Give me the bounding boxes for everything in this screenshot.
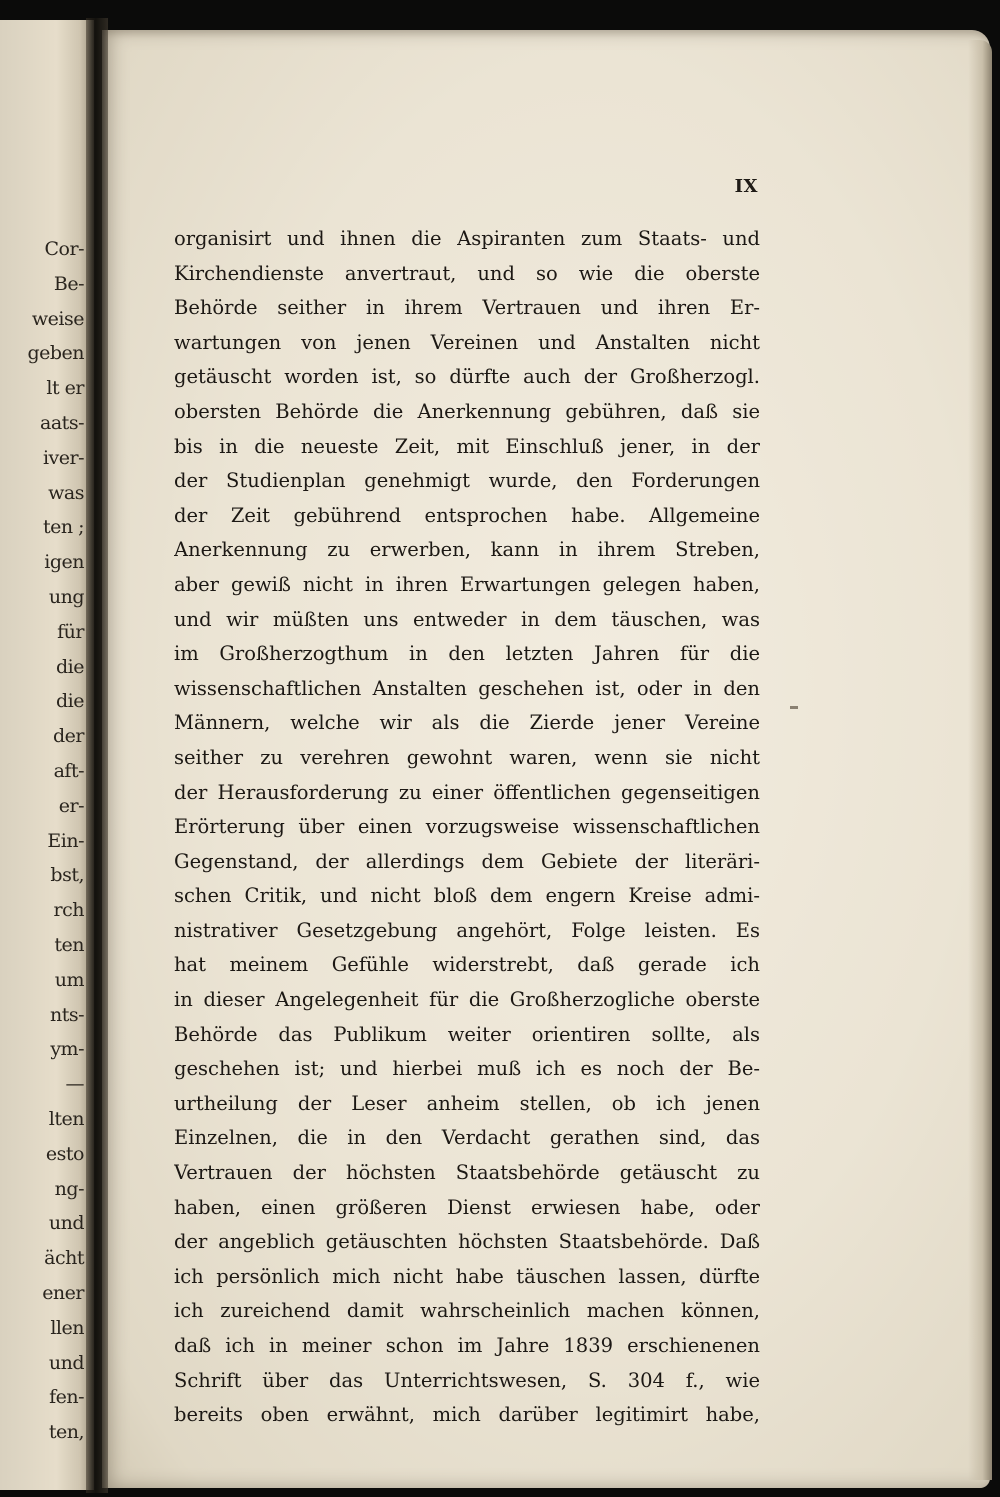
text-line: Männern, welche wir als die Zierde jener Vereine (174, 711, 760, 735)
left-fragment-line: fen- (49, 1386, 84, 1409)
text-line: bereits oben erwähnt, mich darüber legitimirt habe, (174, 1403, 760, 1427)
text-line: Vertrauen der höchsten Staatsbehörde getäuscht zu (174, 1161, 760, 1185)
text-line: wartungen von jenen Vereinen und Anstalten nicht (174, 330, 760, 354)
left-fragment-line: nts- (49, 1003, 84, 1026)
text-line: Behörde seither in ihrem Vertrauen und ihren Er- (174, 296, 760, 320)
text-line: der angeblich getäuschten höchsten Staatsbehörde. Daß (174, 1230, 760, 1254)
page-edge (968, 40, 992, 1480)
left-fragment-line: ung (48, 585, 84, 608)
text-line: hat meinem Gefühle widerstrebt, daß gerade ich (174, 953, 760, 977)
text-line: obersten Behörde die Anerkennung gebühren, daß sie (174, 399, 760, 423)
text-line: aber gewiß nicht in ihren Erwartungen gelegen haben, (174, 572, 760, 596)
left-fragment-line: für (57, 620, 84, 643)
left-fragment-line: ten (54, 933, 84, 956)
left-fragment-line: die (56, 690, 84, 713)
left-fragment-line: iver- (42, 446, 84, 469)
book-gutter (86, 18, 108, 1493)
left-fragment-line: um (54, 968, 84, 991)
left-fragment-line: rch (53, 899, 84, 922)
left-fragment-line: und (48, 1212, 84, 1235)
left-fragment-line: llen (50, 1316, 84, 1339)
left-fragment-line: er- (58, 794, 84, 817)
left-fragment-line: weise (31, 307, 84, 330)
margin-mark (790, 706, 798, 709)
text-line: der Zeit gebührend entsprochen habe. Allgemeine (174, 503, 760, 527)
text-line: ich zureichend damit wahrscheinlich machen können, (174, 1299, 760, 1323)
left-fragment-line: bst, (50, 864, 84, 887)
left-fragment-line: ener (42, 1281, 84, 1304)
left-fragment-line: die (56, 655, 84, 678)
text-line: Anerkennung zu erwerben, kann in ihrem Streben, (174, 538, 760, 562)
left-fragment-line: ächt (44, 1247, 84, 1270)
text-line: der Herausforderung zu einer öffentlichen gegenseitigen (174, 780, 760, 804)
left-fragment-line: — (65, 1073, 84, 1096)
left-page (0, 20, 94, 1490)
left-fragment-line: Be- (53, 272, 84, 295)
left-fragment-line: lten (48, 1107, 84, 1130)
text-line: Schrift über das Unterrichtswesen, S. 304 f., wie (174, 1368, 760, 1392)
text-line: Gegenstand, der allerdings dem Gebiete der literäri- (174, 849, 760, 873)
text-line: schen Critik, und nicht bloß dem engern Kreise admi- (174, 884, 760, 908)
page-number: IX (734, 176, 758, 197)
text-line: im Großherzogthum in den letzten Jahren für die (174, 642, 760, 666)
text-line: nistrativer Gesetzgebung angehört, Folge leisten. Es (174, 918, 760, 942)
left-page-fragments (0, 232, 86, 1450)
text-line: Kirchendienste anvertraut, und so wie die oberste (174, 261, 760, 285)
text-line: ich persönlich mich nicht habe täuschen lassen, dürfte (174, 1264, 760, 1288)
text-line: getäuscht worden ist, so dürfte auch der Großherzogl. (174, 365, 760, 389)
text-line: und wir müßten uns entweder in dem täuschen, was (174, 607, 760, 631)
left-fragment-line: geben (27, 342, 84, 365)
left-fragment-line: esto (45, 1142, 84, 1165)
left-fragment-line: lt er (46, 377, 84, 400)
left-fragment-line: und (48, 1351, 84, 1374)
left-fragment-line: was (48, 481, 84, 504)
left-fragment-line: Ein- (47, 829, 84, 852)
text-line: urtheilung der Leser anheim stellen, ob ich jenen (174, 1091, 760, 1115)
left-fragment-line: der (53, 725, 84, 748)
text-line: seither zu verehren gewohnt waren, wenn sie nicht (174, 745, 760, 769)
text-line: der Studienplan genehmigt wurde, den Forderungen (174, 469, 760, 493)
text-line: in dieser Angelegenheit für die Großherzogliche oberste (174, 988, 760, 1012)
text-line: geschehen ist; und hierbei muß ich es noch der Be- (174, 1057, 760, 1081)
text-line: Erörterung über einen vorzugsweise wissenschaftlichen (174, 815, 760, 839)
left-fragment-line: igen (44, 551, 84, 574)
text-line: organisirt und ihnen die Aspiranten zum Staats- und (174, 227, 760, 250)
left-fragment-line: aats- (40, 411, 84, 434)
text-line: bis in die neueste Zeit, mit Einschluß jener, in der (174, 434, 760, 458)
left-fragment-line: Cor- (44, 238, 84, 260)
text-line: wissenschaftlichen Anstalten geschehen ist, oder in den (174, 676, 760, 700)
left-fragment-line: aft- (53, 759, 84, 782)
body-text (174, 222, 760, 1433)
left-fragment-line: ym- (50, 1038, 84, 1061)
text-line: haben, einen größeren Dienst erwiesen habe, oder (174, 1195, 760, 1219)
text-line: daß ich in meiner schon im Jahre 1839 erschienenen (174, 1334, 760, 1357)
text-line: Einzelnen, die in den Verdacht gerathen sind, das (174, 1126, 760, 1150)
left-fragment-line: ten, (48, 1421, 84, 1444)
left-fragment-line: ng- (54, 1177, 84, 1200)
text-line: Behörde das Publikum weiter orientiren sollte, als (174, 1022, 760, 1046)
left-fragment-line: ten ; (42, 516, 84, 539)
